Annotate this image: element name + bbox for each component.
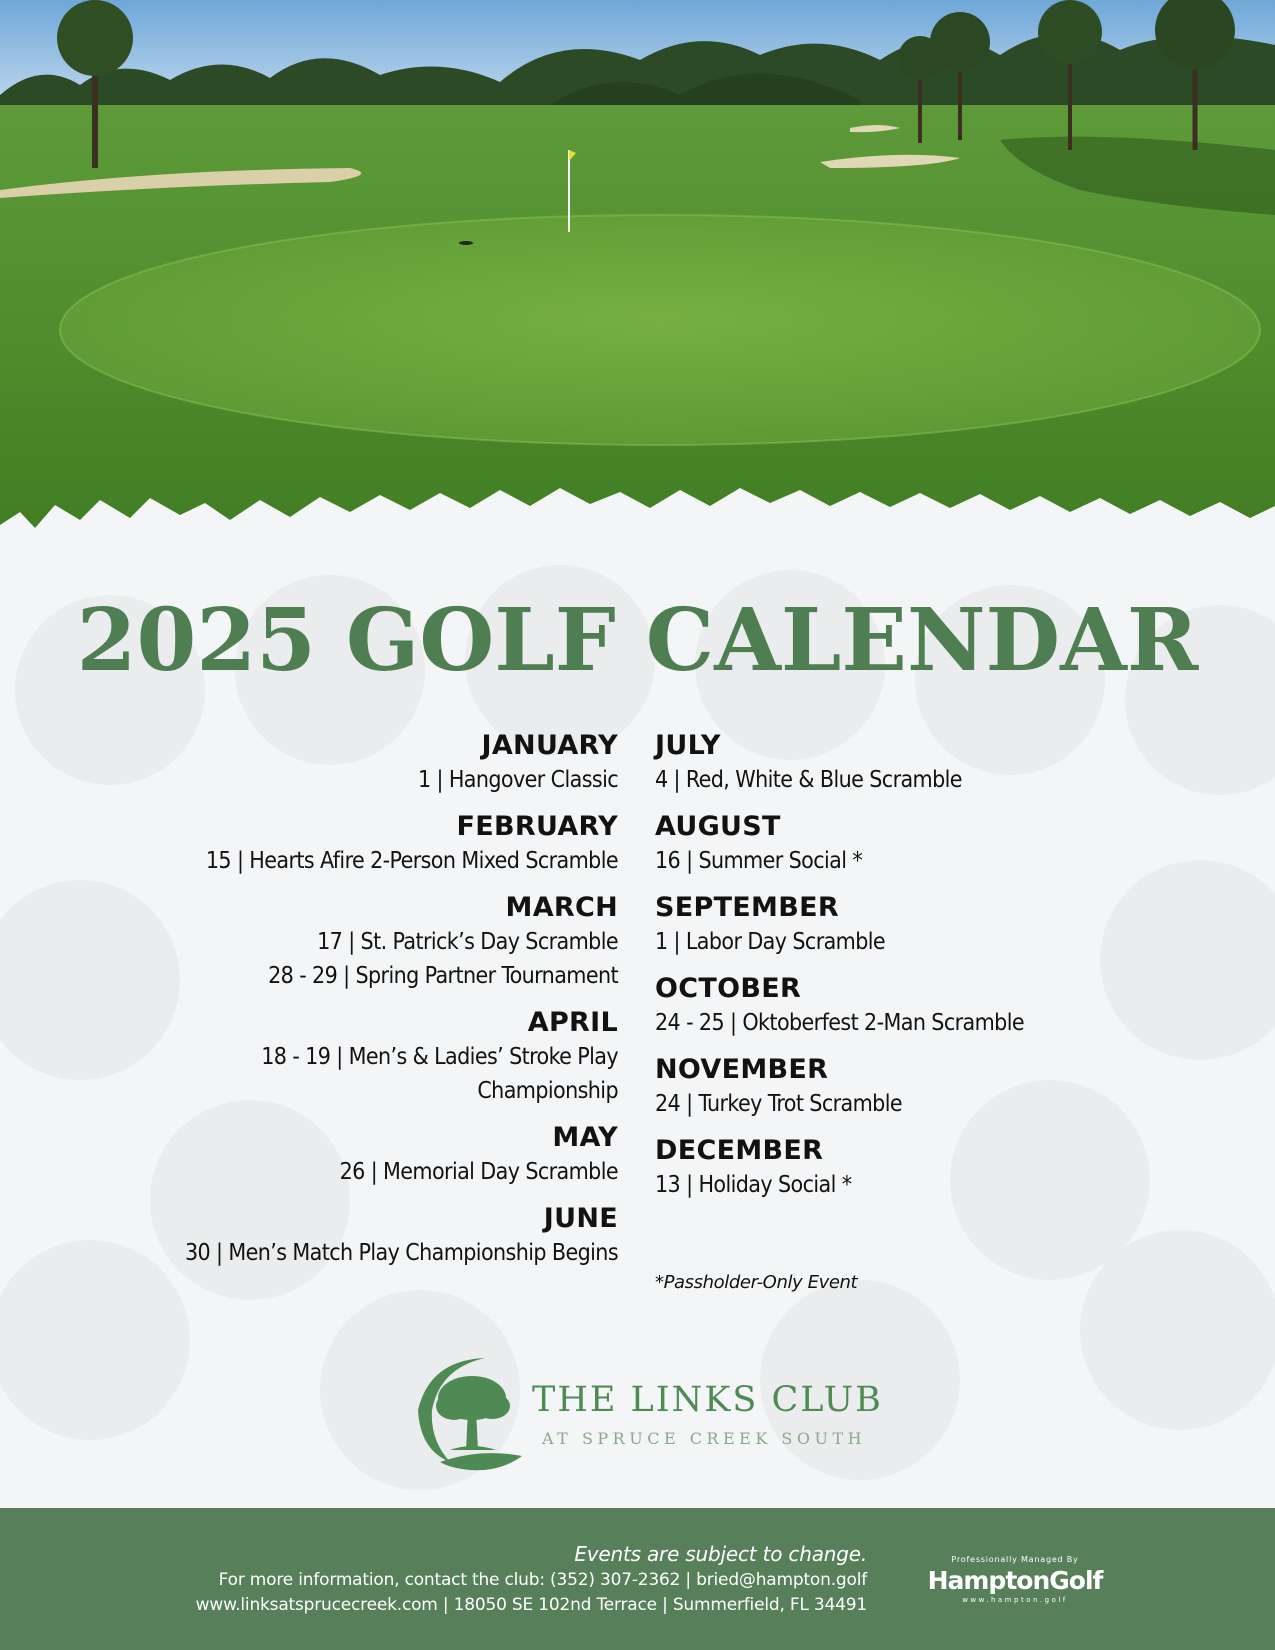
month-block-september [655,891,1215,959]
month-block-july [655,729,1215,797]
month-heading: APRIL [527,1007,618,1038]
month-heading: MARCH [505,892,618,923]
month-heading: NOVEMBER [655,1054,829,1085]
logo-subtitle: AT SPRUCE CREEK SOUTH [542,1429,867,1448]
event-item: 24 | Turkey Trot Scramble [655,1091,902,1117]
hero-golf-course-photo [0,0,1275,570]
month-heading: MAY [552,1122,618,1153]
footer-contact-block [196,1540,867,1618]
month-block-october [655,972,1215,1040]
event-item: 28 - 29 | Spring Partner Tournament [268,963,618,989]
event-item: 15 | Hearts Afire 2-Person Mixed Scramble [205,848,618,874]
managed-by-label: Professionally Managed By [951,1555,1079,1564]
links-club-logo [410,1350,890,1480]
calendar-left-column [60,729,618,1283]
footer-contact: For more information, contact the club: (352) 307-2362 | bried@hampton.golf [218,1570,867,1590]
month-block-january [60,729,618,797]
month-block-may [60,1121,618,1189]
event-item: 4 | Red, White & Blue Scramble [655,767,962,793]
event-item: 1 | Labor Day Scramble [655,929,886,955]
event-item: 16 | Summer Social * [655,848,863,874]
month-block-june [60,1202,618,1270]
month-block-december [655,1134,1215,1202]
logo-name: THE LINKS CLUB [532,1380,883,1420]
month-block-february [60,810,618,878]
event-item: 24 - 25 | Oktoberfest 2-Man Scramble [655,1010,1024,1036]
month-heading: AUGUST [655,811,781,842]
event-item: 26 | Memorial Day Scramble [339,1159,618,1185]
month-block-august [655,810,1215,878]
month-block-april [60,1006,618,1108]
month-block-march [60,891,618,993]
month-heading: SEPTEMBER [655,892,839,923]
event-item: 18 - 19 | Men’s & Ladies’ Stroke Play [261,1044,618,1070]
month-heading: JANUARY [481,730,618,761]
hampton-golf-url: www.hampton.golf [962,1596,1068,1604]
hampton-golf-name: HamptonGolf [927,1566,1103,1595]
event-item-continuation: Championship [477,1078,618,1104]
page-title: 2025 GOLF CALENDAR [76,590,1199,691]
month-block-november [655,1053,1215,1121]
event-item: 13 | Holiday Social * [655,1172,852,1198]
calendar-right-column [655,729,1215,1215]
event-item: 17 | St. Patrick’s Day Scramble [317,929,618,955]
footer-note: Events are subject to change. [574,1542,867,1566]
event-item: 30 | Men’s Match Play Championship Begins [184,1240,618,1266]
month-heading: FEBRUARY [456,811,618,842]
month-heading: DECEMBER [655,1135,824,1166]
month-heading: JUNE [543,1203,618,1234]
hampton-golf-logo [925,1554,1105,1605]
month-heading: JULY [655,730,721,761]
event-item: 1 | Hangover Classic [417,767,618,793]
footer-address: www.linksatsprucecreek.com | 18050 SE 102nd Terrace | Summerfield, FL 34491 [195,1595,867,1615]
golf-green-illustration [0,0,1275,570]
passholder-note: *Passholder-Only Event [655,1272,858,1293]
month-heading: OCTOBER [655,973,802,1004]
footer [0,1508,1275,1650]
oak-tree-icon [410,1350,540,1480]
